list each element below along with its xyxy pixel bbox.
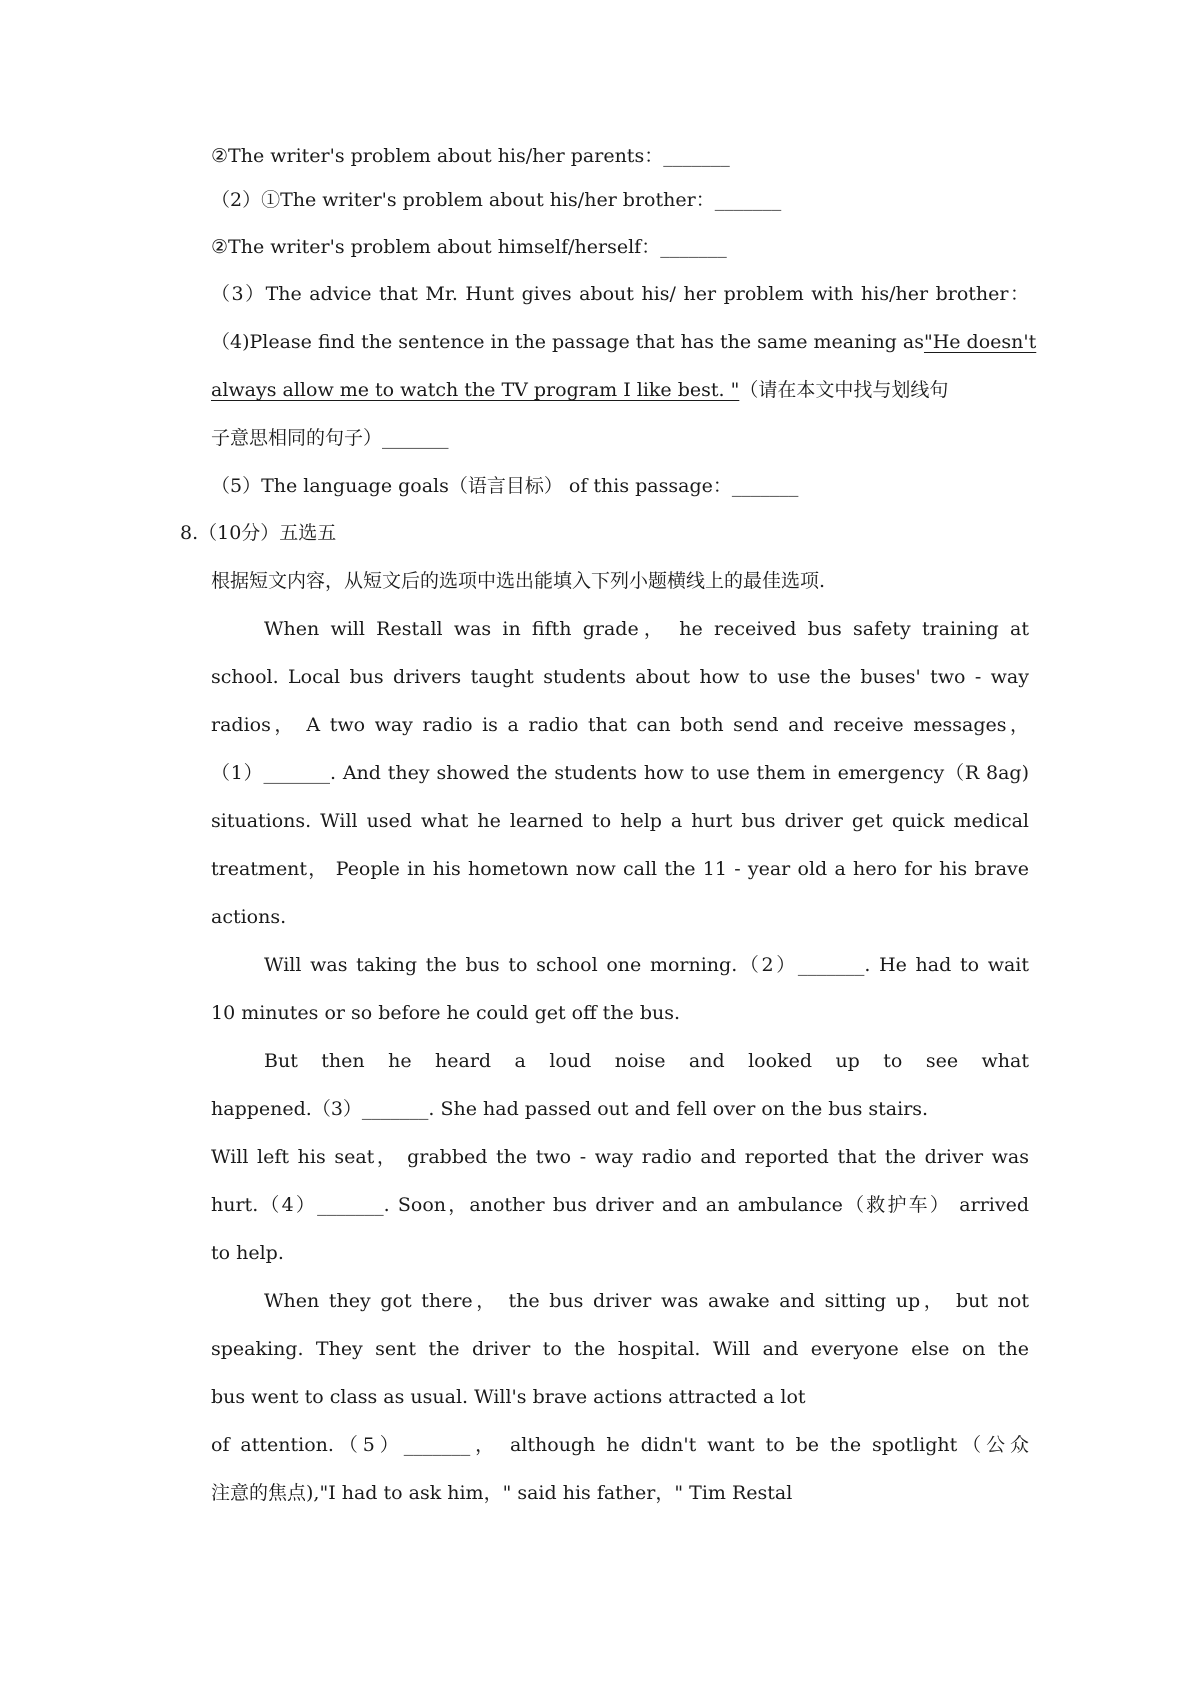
- passage-p1-line4: （1）_______. And they showed the students how to use them in emergency（R 8ag): [211, 762, 1029, 784]
- underlined-sentence-part2: always allow me to watch the TV program I like best. ": [211, 379, 740, 401]
- passage-p4-line3: bus went to class as usual. Will's brave actions attracted a lot: [211, 1386, 806, 1408]
- q8-heading: 8.（10分）五选五: [180, 522, 337, 544]
- q7-language-goals-line: （5）The language goals（语言目标） of this passage：_______: [211, 475, 799, 497]
- passage-p2-line2: 10 minutes or so before he could get off the bus.: [211, 1002, 681, 1024]
- q8-instruction: 根据短文内容，从短文后的选项中选出能填入下列小题横线上的最佳选项.: [211, 570, 826, 592]
- passage-p1-line7: actions.: [211, 906, 287, 928]
- passage-p3-line5: to help.: [211, 1242, 284, 1264]
- passage-p4-line4: of attention.（5）_______， although he didn't want to be the spotlight（公众: [211, 1434, 1029, 1456]
- q7-brother-problem-line: （2）①The writer's problem about his/her brother：_______: [211, 189, 782, 211]
- passage-p1-line6: treatment， People in his hometown now call the 11 - year old a hero for his brave: [211, 858, 1029, 880]
- q7-parents-problem-line: ②The writer's problem about his/her parents：_______: [211, 145, 730, 167]
- passage-p4-line5: 注意的焦点),"I had to ask him，" said his father，" Tim Restal: [211, 1482, 793, 1504]
- q7-find-sentence-prefix: （4)Please find the sentence in the passage that has the same meaning as: [211, 331, 924, 353]
- passage-p3-line4: hurt.（4）_______. Soon，another bus driver and an ambulance（救护车） arrived: [211, 1194, 1029, 1216]
- passage-p1-line3: radios， A two way radio is a radio that can both send and receive messages，: [211, 714, 1029, 736]
- q7-self-problem-line: ②The writer's problem about himself/herself：_______: [211, 236, 727, 258]
- q7-chinese-instruction-cont: 子意思相同的句子）_______: [211, 427, 449, 449]
- q7-find-sentence-line: [211, 327, 1037, 357]
- passage-p3-line3: Will left his seat， grabbed the two - way radio and reported that the driver was: [211, 1146, 1029, 1168]
- passage-p1-line5: situations. Will used what he learned to help a hurt bus driver get quick medical: [211, 810, 1029, 832]
- passage-p1-line2: school. Local bus drivers taught students about how to use the buses' two - way: [211, 666, 1029, 688]
- passage-p3-line2: happened.（3）_______. She had passed out and fell over on the bus stairs.: [211, 1098, 929, 1120]
- underlined-sentence-part1: "He doesn't: [923, 331, 1037, 353]
- passage-p1-line1: When will Restall was in fifth grade， he received bus safety training at: [264, 618, 1029, 640]
- q7-advice-line: （3）The advice that Mr. Hunt gives about his/ her problem with his/her brother：: [211, 283, 1029, 305]
- passage-p2-line1: Will was taking the bus to school one morning.（2）_______. He had to wait: [264, 954, 1029, 976]
- q7-underlined-sentence-line: [211, 375, 1029, 405]
- q7-chinese-instruction: （请在本文中找与划线句: [739, 379, 949, 401]
- passage-p4-line1: When they got there， the bus driver was awake and sitting up， but not: [264, 1290, 1029, 1312]
- passage-p4-line2: speaking. They sent the driver to the hospital. Will and everyone else on the: [211, 1338, 1029, 1360]
- passage-p3-line1: But then he heard a loud noise and looked up to see what: [264, 1050, 1029, 1072]
